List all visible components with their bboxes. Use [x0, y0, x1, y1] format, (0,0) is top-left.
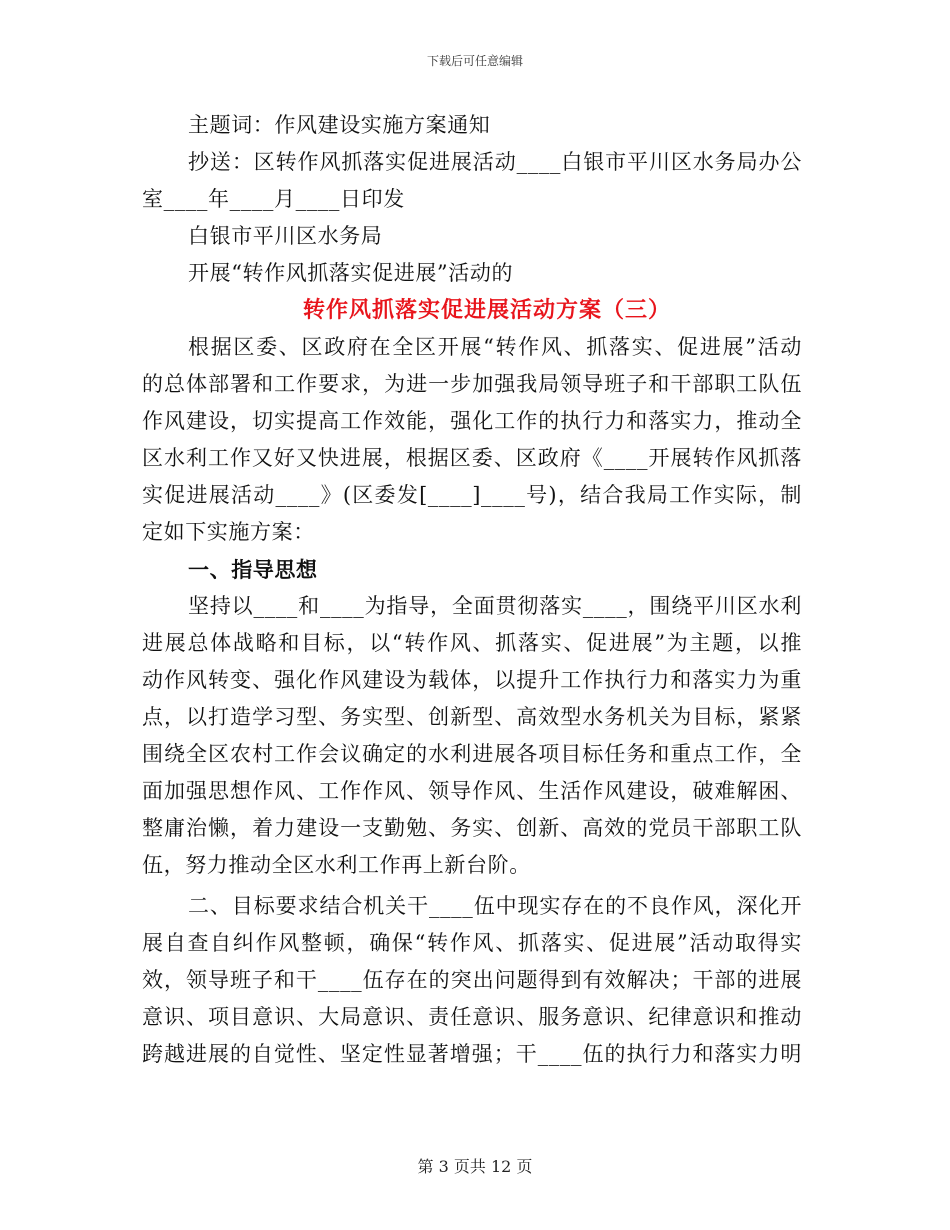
text-line: 根据区委、区政府在全区开展“转作风、抓落实、促进展”活动	[188, 335, 802, 359]
paragraph-guiding-ideology	[142, 588, 802, 884]
paragraph-intro	[142, 329, 802, 551]
section-heading-guiding-ideology: 一、指导思想	[188, 557, 318, 582]
text-line: 二、目标要求结合机关干____伍中现实存在的不良作风，深化开	[188, 894, 802, 918]
text-line: 跨越进展的自觉性、坚定性显著增强；干____伍的执行力和落实力明	[142, 1042, 802, 1066]
text-line: 的总体部署和工作要求，为进一步加强我局领导班子和干部职工队伍	[142, 372, 802, 396]
document-body	[142, 107, 802, 1073]
text-line: 围绕全区农村工作会议确定的水利进展各项目标任务和重点工作，全	[142, 742, 802, 766]
issuer-line: 白银市平川区水务局	[188, 224, 383, 248]
page-footer: 第 3 页共 12 页	[417, 1157, 533, 1176]
text-line: 意识、项目意识、大局意识、责任意识、服务意识、纪律意识和推动	[142, 1005, 802, 1029]
text-line: 坚持以____和____为指导，全面贯彻落实____，围绕平川区水利	[188, 594, 802, 618]
text-line: 展自查自纠作风整顿，确保“转作风、抓落实、促进展”活动取得实	[142, 931, 802, 955]
text-line: 作风建设，切实提高工作效能，强化工作的执行力和落实力，推动全	[142, 409, 802, 433]
text-line: 进展总体战略和目标，以“转作风、抓落实、促进展”为主题，以推	[142, 631, 802, 655]
text-line: 伍，努力推动全区水利工作再上新台阶。	[142, 853, 531, 877]
activity-intro-line: 开展“转作风抓落实促进展”活动的	[188, 261, 514, 285]
document-title: 转作风抓落实促进展活动方案（三）	[302, 297, 671, 323]
text-line: 效，领导班子和干____伍存在的突出问题得到有效解决；干部的进展	[142, 968, 802, 992]
page-header: 下载后可任意编辑	[426, 54, 523, 68]
text-line: 定如下实施方案：	[142, 520, 315, 544]
text-line: 区水利工作又好又快进展，根据区委、区政府《____开展转作风抓落	[142, 446, 802, 470]
text-line: 整庸治懒，着力建设一支勤勉、务实、创新、高效的党员干部职工队	[142, 816, 802, 840]
paragraph-goals	[142, 888, 802, 1073]
text-line: 动作风转变、强化作风建设为载体，以提升工作执行力和落实力为重	[142, 668, 802, 692]
text-line: 点，以打造学习型、务实型、创新型、高效型水务机关为目标，紧紧	[142, 705, 802, 729]
text-line: 面加强思想作风、工作作风、领导作风、生活作风建设，破难解困、	[142, 779, 802, 803]
subject-line: 主题词：作风建设实施方案通知	[188, 113, 491, 137]
print-date-line: 室____年____月____日印发	[142, 187, 405, 211]
cc-line: 抄送：区转作风抓落实促进展活动____白银市平川区水务局办公	[188, 150, 802, 174]
text-line: 实促进展活动____》(区委发[____]____号)，结合我局工作实际，制	[142, 483, 802, 507]
